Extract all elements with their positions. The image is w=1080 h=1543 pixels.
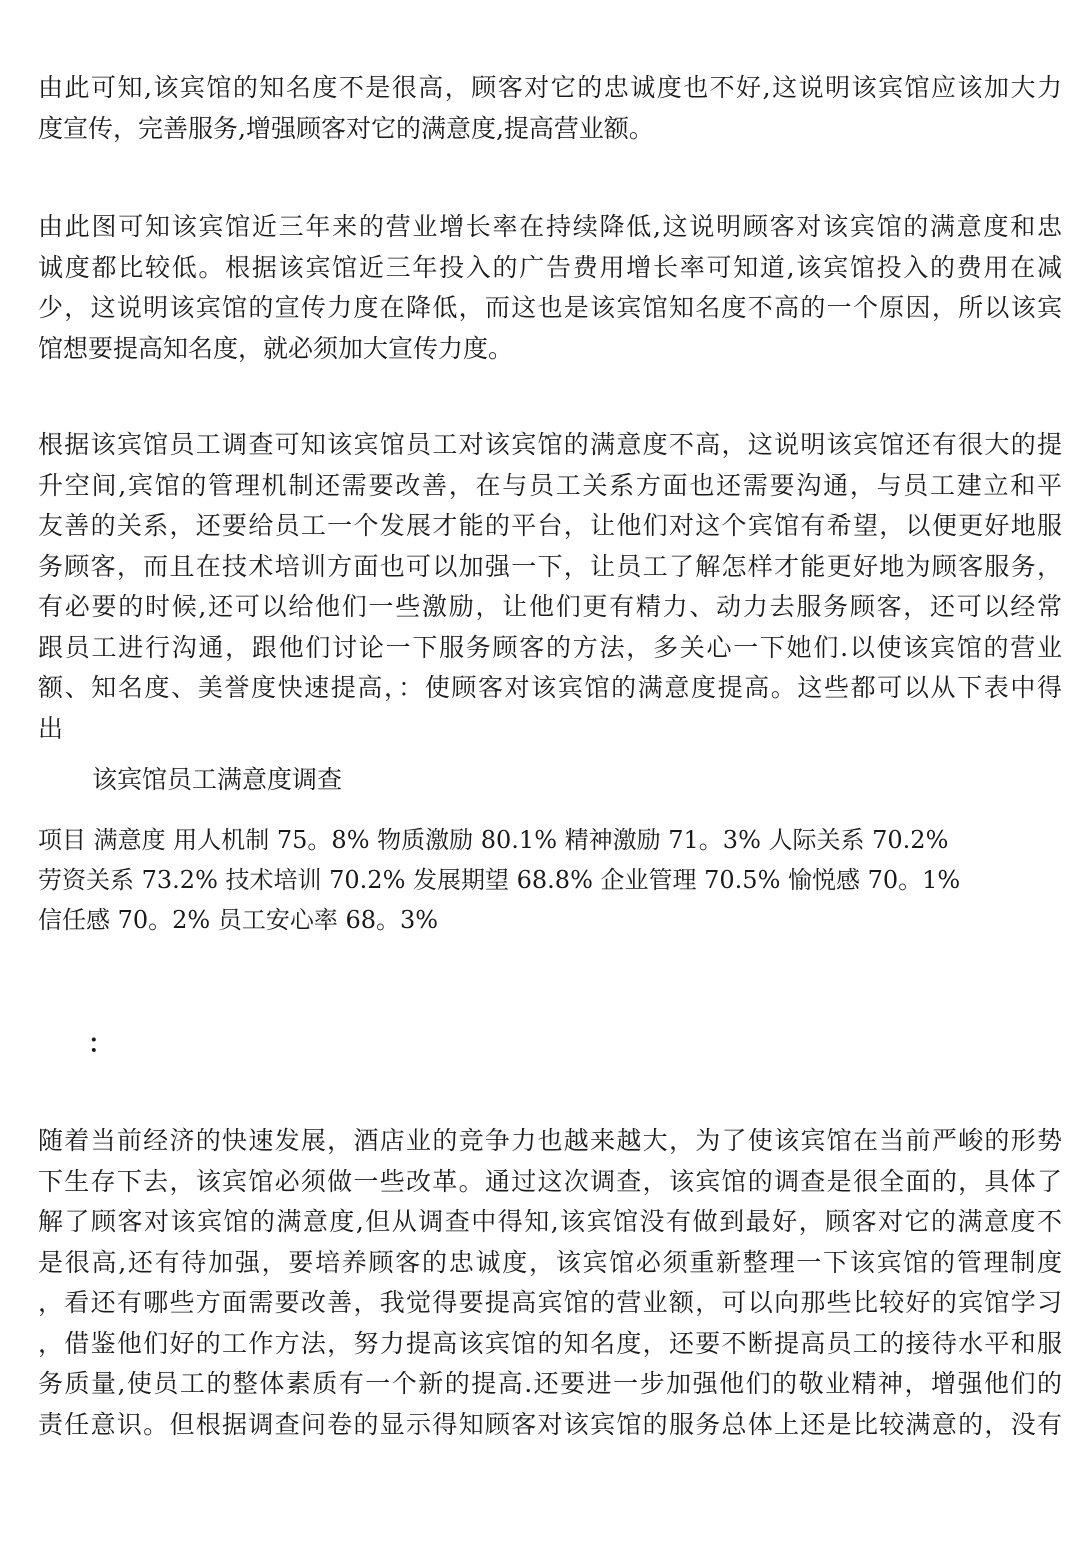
text-line: 有必要的时候,还可以给他们一些激励，让他们更有精力、动力去服务顾客，还可以经常 — [38, 592, 1062, 621]
survey-line: 劳资关系 73.2% 技术培训 70.2% 发展期望 68.8% 企业管理 70.5% 愉悦感 70。1% — [38, 866, 961, 894]
text-line: 根据该宾馆员工调查可知该宾馆员工对该宾馆的满意度不高，这说明该宾馆还有很大的提 — [38, 430, 1062, 459]
text-line: 下生存下去，该宾馆必须做一些改革。通过这次调查，该宾馆的调查是很全面的，具体了 — [38, 1166, 1062, 1196]
text-line: 升空间,宾馆的管理机制还需要改善，在与员工关系方面也还需要沟通，与员工建立和平 — [38, 470, 1062, 500]
paragraph-growth-rate — [38, 207, 1062, 369]
text-line: 由此可知,该宾馆的知名度不是很高，顾客对它的忠诚度也不好,这说明该宾馆应该加大力 — [38, 73, 1062, 102]
text-line: 随着当前经济的快速发展，酒店业的竞争力也越来越大，为了使该宾馆在当前严峻的形势 — [38, 1126, 1062, 1155]
colon-mark: ： — [88, 1029, 114, 1058]
survey-line: 项目 满意度 用人机制 75。8% 物质激励 80.1% 精神激励 71。3% 人际关系 70.2% — [38, 826, 949, 854]
survey-results — [38, 820, 960, 940]
text-line: 务顾客，而且在技术培训方面也可以加强一下，让员工了解怎样才能更好地为顾客服务， — [38, 551, 1062, 581]
text-line: 出 — [38, 713, 64, 743]
paragraph-conclusion — [38, 1121, 1062, 1445]
text-line: 友善的关系，还要给员工一个发展才能的平台，让他们对这个宾馆有希望，以便更好地服 — [38, 511, 1062, 540]
survey-line: 信任感 70。2% 员工安心率 68。3% — [38, 906, 439, 934]
text-line: 务质量,使员工的整体素质有一个新的提高.还要进一步加强他们的敬业精神，增强他们的 — [38, 1369, 1062, 1398]
survey-caption: 该宾馆员工满意度调查 — [92, 765, 343, 794]
text-line: 额、知名度、美誉度快速提高，：使顾客对该宾馆的满意度提高。这些都可以从下表中得 — [38, 673, 1062, 702]
paragraph-brand-awareness — [38, 68, 1062, 149]
text-line: 度宣传，完善服务,增强顾客对它的满意度,提高营业额。 — [38, 113, 654, 143]
text-line: ，看还有哪些方面需要改善，我觉得要提高宾馆的营业额，可以向那些比较好的宾馆学习 — [38, 1288, 1062, 1317]
text-line: 馆想要提高知名度，就必须加大宣传力度。 — [38, 333, 514, 363]
text-line: 诚度都比较低。根据该宾馆近三年投入的广告费用增长率可知道,该宾馆投入的费用在减 — [38, 252, 1062, 282]
text-line: ，借鉴他们好的工作方法，努力提高该宾馆的知名度，还要不断提高员工的接待水平和服 — [38, 1328, 1062, 1358]
text-line: 是很高,还有待加强，要培养顾客的忠诚度，该宾馆必须重新整理一下该宾馆的管理制度 — [38, 1247, 1062, 1277]
text-line: 责任意识。但根据调查问卷的显示得知顾客对该宾馆的服务总体上还是比较满意的，没有 — [38, 1409, 1062, 1439]
text-line: 解了顾客对该宾馆的满意度,但从调查中得知,该宾馆没有做到最好，顾客对它的满意度不 — [38, 1207, 1062, 1236]
text-line: 跟员工进行沟通，跟他们讨论一下服务顾客的方法，多关心一下她们.以使该宾馆的营业 — [38, 632, 1062, 662]
text-line: 由此图可知该宾馆近三年来的营业增长率在持续降低,这说明顾客对该宾馆的满意度和忠 — [38, 212, 1062, 241]
text-line: 少，这说明该宾馆的宣传力度在降低，而这也是该宾馆知名度不高的一个原因，所以该宾 — [38, 293, 1062, 322]
paragraph-employee-survey — [38, 425, 1062, 749]
